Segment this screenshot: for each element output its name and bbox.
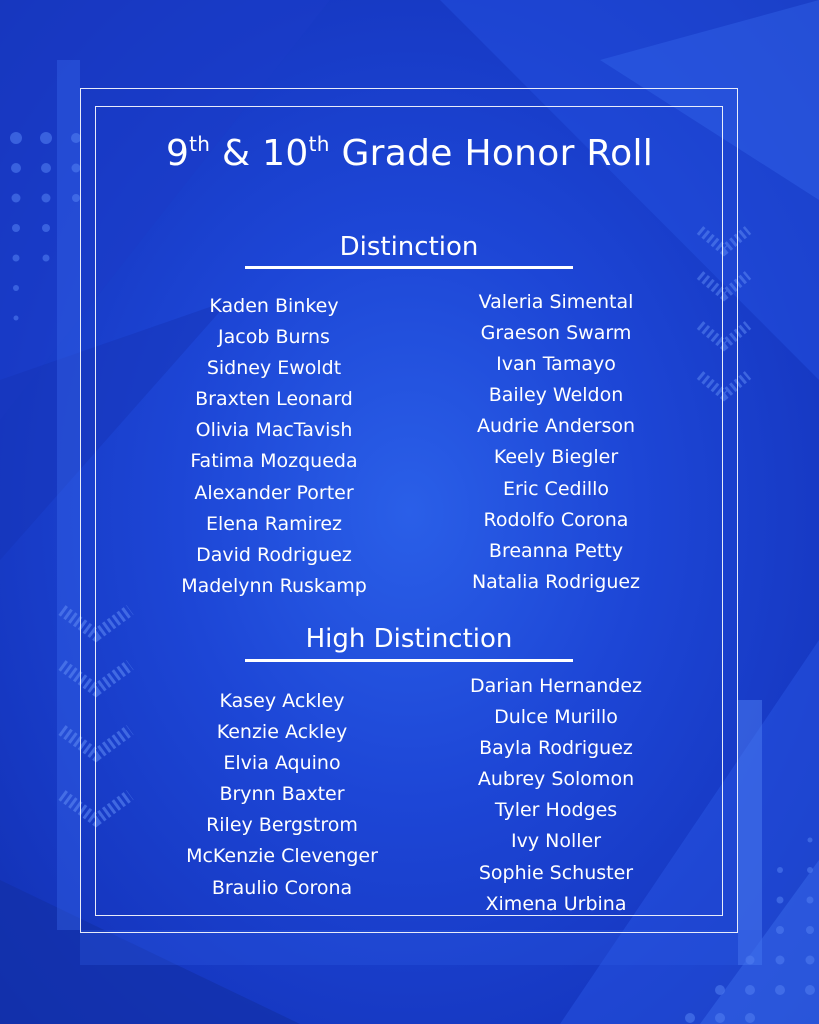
title-rest: Grade Honor Roll <box>341 133 654 174</box>
distinction-left-list <box>154 291 394 602</box>
list-item: Natalia Rodriguez <box>471 570 641 593</box>
section-heading-distinction: Distinction <box>339 232 479 262</box>
list-item: Dulce Murillo <box>494 706 618 729</box>
title-sup-9: th <box>189 132 211 156</box>
list-item: Ivan Tamayo <box>496 353 616 376</box>
page-title <box>0 132 819 174</box>
section-rule-high-distinction <box>245 659 573 662</box>
list-item: Elena Ramirez <box>206 512 342 535</box>
list-item: Bayla Rodriguez <box>479 737 633 760</box>
list-item: McKenzie Clevenger <box>186 845 378 868</box>
list-item: Rodolfo Corona <box>483 508 629 531</box>
list-item: Madelynn Ruskamp <box>181 574 367 597</box>
list-item: Kasey Ackley <box>219 690 345 712</box>
list-item: Riley Bergstrom <box>206 814 358 837</box>
list-item: Bailey Weldon <box>488 384 624 407</box>
list-item: Breanna Petty <box>488 539 624 562</box>
title-ampersand: & <box>222 133 251 174</box>
section-heading-high-distinction: High Distinction <box>305 624 513 654</box>
distinction-right-list <box>436 287 676 598</box>
list-item: Braulio Corona <box>211 876 353 899</box>
list-item: David Rodriguez <box>196 543 352 566</box>
list-item: Braxten Leonard <box>195 388 353 411</box>
list-item: Ximena Urbina <box>485 892 627 915</box>
title-sup-10: th <box>308 132 330 156</box>
high-distinction-right-list <box>436 671 676 920</box>
title-grade-10: 10 <box>262 133 309 174</box>
list-item: Audrie Anderson <box>476 415 636 438</box>
title-grade-9: 9 <box>165 133 190 174</box>
list-item: Jacob Burns <box>218 326 330 349</box>
high-distinction-left-list <box>162 686 402 904</box>
list-item: Darian Hernandez <box>470 675 642 697</box>
list-item: Eric Cedillo <box>502 477 610 500</box>
list-item: Sophie Schuster <box>478 861 634 884</box>
list-item: Fatima Mozqueda <box>190 450 358 473</box>
list-item: Ivy Noller <box>510 830 602 853</box>
list-item: Valeria Simental <box>478 291 634 313</box>
list-item: Brynn Baxter <box>219 783 345 806</box>
list-item: Keely Biegler <box>493 446 619 469</box>
list-item: Olivia MacTavish <box>195 419 353 442</box>
list-item: Tyler Hodges <box>494 799 618 822</box>
list-item: Sidney Ewoldt <box>206 357 342 380</box>
list-item: Elvia Aquino <box>223 752 341 775</box>
section-rule-distinction <box>245 266 573 269</box>
list-item: Alexander Porter <box>194 481 354 504</box>
list-item: Graeson Swarm <box>480 322 632 345</box>
list-item: Kenzie Ackley <box>216 721 348 744</box>
list-item: Kaden Binkey <box>209 295 339 317</box>
list-item: Aubrey Solomon <box>477 768 635 791</box>
